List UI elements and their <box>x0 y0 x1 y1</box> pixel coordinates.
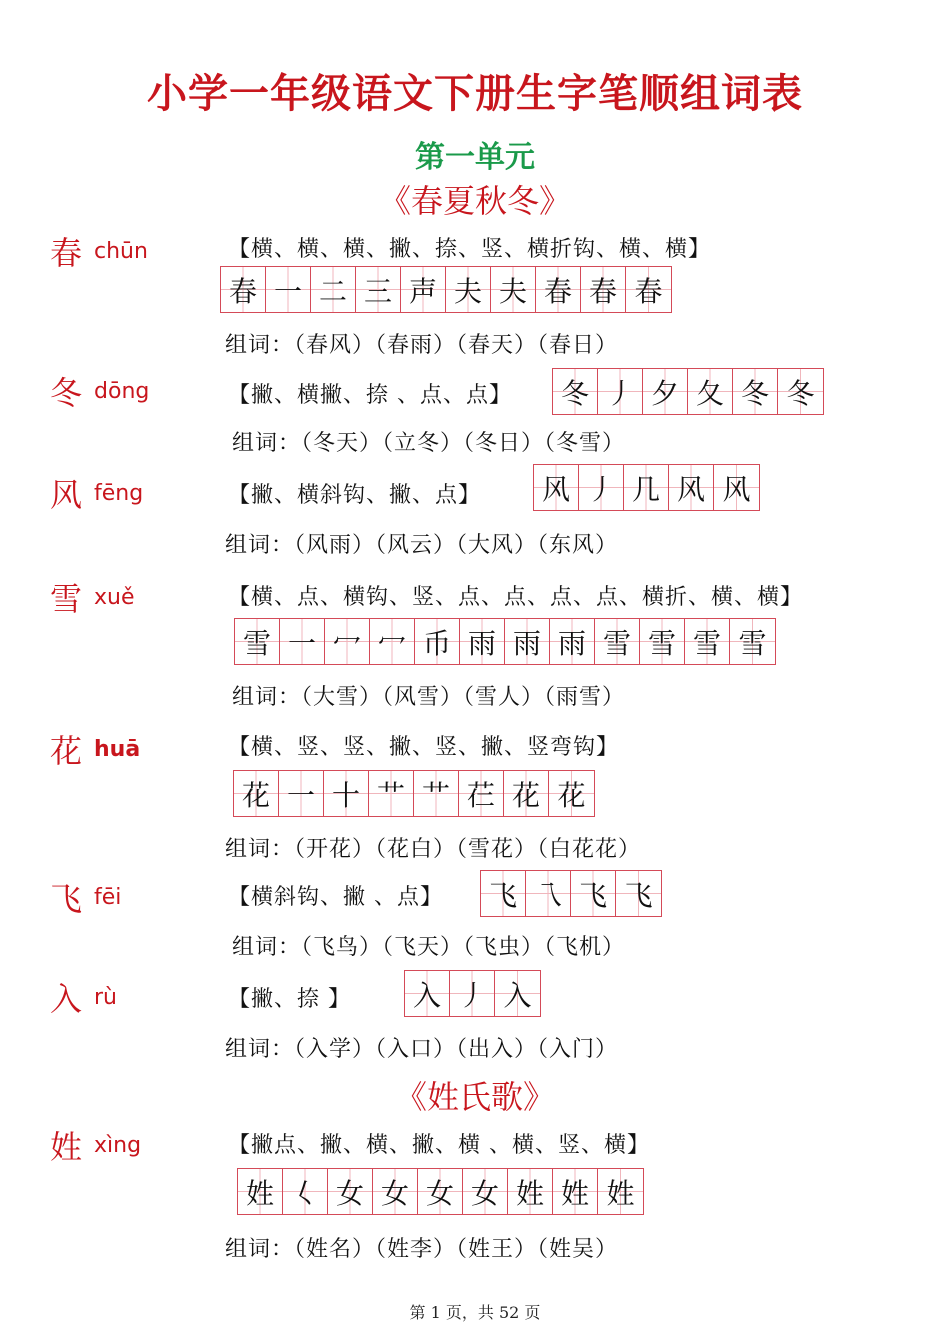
stroke-grid <box>404 970 541 1017</box>
stroke-step: 飞 <box>571 871 616 916</box>
stroke-order-text: 【撇、横斜钩、撇、点】 <box>228 483 482 508</box>
page-title: 小学一年级语文下册生字笔顺组词表 <box>147 71 803 117</box>
character: 飞 <box>50 880 83 918</box>
stroke-step: 夂 <box>688 369 733 414</box>
stroke-step: 一 <box>279 771 324 816</box>
stroke-step: 雨 <box>505 619 550 664</box>
stroke-step: 三 <box>356 267 401 312</box>
character: 姓 <box>50 1128 83 1166</box>
words: （大雪）（风雪）（雪人）（雨雪） <box>301 685 626 710</box>
pinyin: xìng <box>94 1132 142 1158</box>
words: （入学）（入口）（出入）（入门） <box>294 1037 619 1062</box>
stroke-grid <box>480 870 662 917</box>
stroke-step: 丿 <box>598 369 643 414</box>
stroke-grid <box>233 770 595 817</box>
stroke-step: 女 <box>328 1169 373 1214</box>
stroke-step: 花 <box>549 771 594 816</box>
stroke-step: 女 <box>373 1169 418 1214</box>
character: 雪 <box>50 580 83 618</box>
stroke-step: 姓 <box>508 1169 553 1214</box>
pinyin: chūn <box>94 238 148 264</box>
word-list <box>232 930 625 961</box>
stroke-step: 女 <box>463 1169 508 1214</box>
stroke-step: 春 <box>581 267 626 312</box>
stroke-step: 风 <box>534 465 579 510</box>
word-label: 组词： <box>232 431 302 456</box>
stroke-order-text: 【横斜钩、撇 、点】 <box>228 885 443 910</box>
word-label: 组词： <box>225 1237 295 1262</box>
stroke-step: 声 <box>401 267 446 312</box>
word-label: 组词： <box>225 533 295 558</box>
stroke-step: 一 <box>266 267 311 312</box>
stroke-step: 飞 <box>616 871 661 916</box>
pinyin: fēng <box>94 480 144 506</box>
stroke-step: 币 <box>415 619 460 664</box>
stroke-step: 姓 <box>598 1169 643 1214</box>
character: 入 <box>50 980 83 1018</box>
stroke-step: 几 <box>624 465 669 510</box>
entry-heading <box>50 574 135 620</box>
stroke-step: 雨 <box>460 619 505 664</box>
stroke-step: 飞 <box>481 871 526 916</box>
stroke-step: 雨 <box>550 619 595 664</box>
stroke-step: 乁 <box>526 871 571 916</box>
word-list <box>225 528 618 559</box>
entry-heading <box>50 368 149 414</box>
pinyin: huā <box>94 736 141 762</box>
word-list <box>225 328 618 359</box>
stroke-step: 雪 <box>730 619 775 664</box>
entry-heading <box>50 228 148 274</box>
words: （冬天）（立冬）（冬日）（冬雪） <box>301 431 626 456</box>
stroke-step: 春 <box>221 267 266 312</box>
stroke-step: 春 <box>536 267 581 312</box>
stroke-step: 雪 <box>685 619 730 664</box>
stroke-step: 风 <box>714 465 759 510</box>
stroke-order-text: 【撇、横撇、捺 、点、点】 <box>228 383 512 408</box>
stroke-step: 丿 <box>450 971 495 1016</box>
words: （春风）（春雨）（春天）（春日） <box>294 333 619 358</box>
stroke-step: 𡿨 <box>283 1169 328 1214</box>
word-label: 组词： <box>225 837 295 862</box>
word-label: 组词： <box>232 685 302 710</box>
words: （姓名）（姓李）（姓王）（姓吴） <box>294 1237 619 1262</box>
character: 春 <box>50 234 83 272</box>
stroke-step: 女 <box>418 1169 463 1214</box>
stroke-order-text: 【横、竖、竖、撇、竖、撇、竖弯钩】 <box>228 735 620 760</box>
stroke-grid <box>234 618 776 665</box>
stroke-order-text: 【横、横、横、撇、捺、竖、横折钩、横、横】 <box>228 237 712 262</box>
page-footer: 第 1 页，共 52 页 <box>409 1303 541 1322</box>
stroke-step: 艹 <box>414 771 459 816</box>
entry-heading <box>50 470 143 516</box>
stroke-step: 姓 <box>553 1169 598 1214</box>
words: （飞鸟）（飞天）（飞虫）（飞机） <box>301 935 626 960</box>
word-label: 组词： <box>225 333 295 358</box>
stroke-step: 二 <box>311 267 356 312</box>
unit-heading: 第一单元 <box>415 140 535 175</box>
stroke-grid <box>220 266 672 313</box>
stroke-step: 雪 <box>595 619 640 664</box>
lesson-title: 《春夏秋冬》 <box>378 182 571 220</box>
entry-heading <box>50 1122 141 1168</box>
stroke-step: 花 <box>234 771 279 816</box>
stroke-step: 夕 <box>643 369 688 414</box>
character: 花 <box>50 732 83 770</box>
word-list <box>232 680 625 711</box>
stroke-step: 入 <box>405 971 450 1016</box>
pinyin: rù <box>94 984 118 1010</box>
stroke-step: 入 <box>495 971 540 1016</box>
stroke-step: 花 <box>504 771 549 816</box>
stroke-step: 风 <box>669 465 714 510</box>
word-label: 组词： <box>225 1037 295 1062</box>
stroke-step: 雪 <box>640 619 685 664</box>
stroke-step: 芢 <box>459 771 504 816</box>
stroke-step: 冬 <box>733 369 778 414</box>
stroke-step: 丿 <box>579 465 624 510</box>
pinyin: xuě <box>94 584 135 610</box>
lesson-title: 《姓氏歌》 <box>394 1078 555 1116</box>
word-list <box>225 832 641 863</box>
word-list <box>225 1032 618 1063</box>
word-list <box>232 426 625 457</box>
stroke-step: 姓 <box>238 1169 283 1214</box>
stroke-step: 冬 <box>778 369 823 414</box>
stroke-step: 夫 <box>491 267 536 312</box>
entry-heading <box>50 726 140 772</box>
word-label: 组词： <box>232 935 302 960</box>
stroke-step: 冖 <box>370 619 415 664</box>
word-list <box>225 1232 618 1263</box>
stroke-step: 一 <box>280 619 325 664</box>
stroke-grid <box>552 368 824 415</box>
pinyin: dōng <box>94 378 150 404</box>
character: 冬 <box>50 374 83 412</box>
entry-heading <box>50 974 117 1020</box>
stroke-order-text: 【撇、捺 】 <box>228 987 351 1012</box>
pinyin: fēi <box>94 884 122 910</box>
stroke-step: 春 <box>626 267 671 312</box>
stroke-grid <box>533 464 760 511</box>
stroke-order-text: 【横、点、横钩、竖、点、点、点、点、横折、横、横】 <box>228 585 804 610</box>
character: 风 <box>50 476 83 514</box>
stroke-step: 冖 <box>325 619 370 664</box>
stroke-order-text: 【撇点、撇、横、撇、横 、横、竖、横】 <box>228 1133 650 1158</box>
stroke-step: 雪 <box>235 619 280 664</box>
words: （风雨）（风云）（大风）（东风） <box>294 533 619 558</box>
stroke-grid <box>237 1168 644 1215</box>
stroke-step: 冬 <box>553 369 598 414</box>
stroke-step: 夫 <box>446 267 491 312</box>
words: （开花）（花白）（雪花）（白花花） <box>294 837 642 862</box>
entry-heading <box>50 874 121 920</box>
stroke-step: 艹 <box>369 771 414 816</box>
stroke-step: 十 <box>324 771 369 816</box>
